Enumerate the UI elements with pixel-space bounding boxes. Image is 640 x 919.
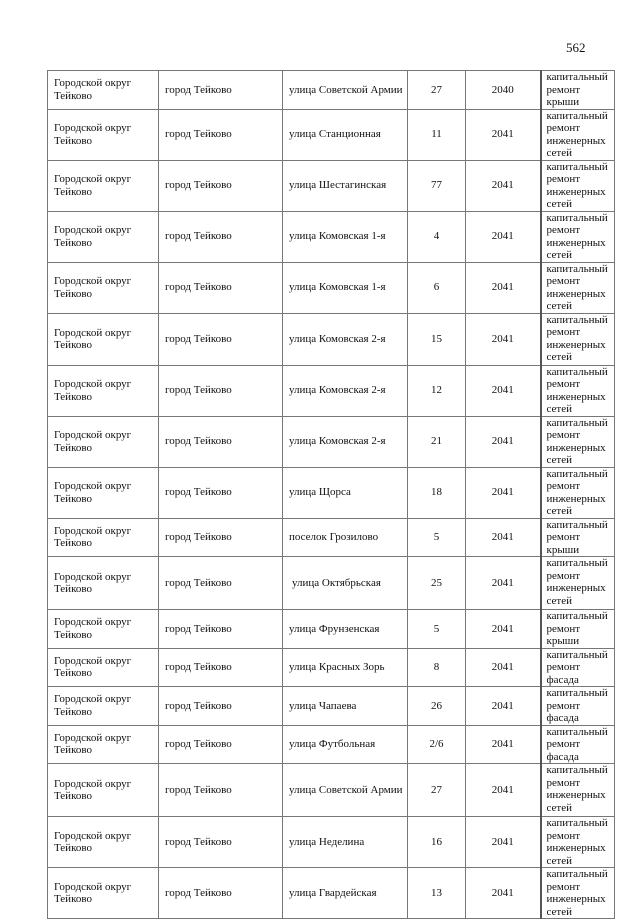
work-type-cell: капитальный ремонт крыши bbox=[541, 71, 615, 110]
year-cell: 2041 bbox=[466, 160, 541, 211]
year-cell: 2041 bbox=[466, 725, 541, 764]
street-cell: улица Комовская 2-я bbox=[283, 416, 408, 467]
street-cell: улица Комовская 2-я bbox=[283, 313, 408, 365]
work-type-cell: капитальный ремонт фасада bbox=[541, 687, 615, 726]
table-row bbox=[48, 416, 615, 467]
house-number-cell: 27 bbox=[408, 71, 466, 110]
city-cell: город Тейково bbox=[159, 467, 283, 518]
year-cell: 2041 bbox=[466, 764, 541, 817]
district-cell: Городской округ Тейково bbox=[48, 868, 159, 919]
table-row bbox=[48, 817, 615, 868]
district-cell: Городской округ Тейково bbox=[48, 725, 159, 764]
table-row bbox=[48, 764, 615, 817]
year-cell: 2041 bbox=[466, 557, 541, 610]
city-cell: город Тейково bbox=[159, 648, 283, 687]
house-number-cell: 27 bbox=[408, 764, 466, 817]
city-cell: город Тейково bbox=[159, 365, 283, 416]
street-cell: улица Гвардейская bbox=[283, 868, 408, 919]
street-cell: улица Советской Армии bbox=[283, 764, 408, 817]
city-cell: город Тейково bbox=[159, 518, 283, 557]
city-cell: город Тейково bbox=[159, 687, 283, 726]
house-number-cell: 5 bbox=[408, 518, 466, 557]
work-type-cell: капитальный ремонт инженерных сетей bbox=[541, 365, 615, 416]
work-type-cell: капитальный ремонт инженерных сетей bbox=[541, 160, 615, 211]
city-cell: город Тейково bbox=[159, 416, 283, 467]
year-cell: 2041 bbox=[466, 518, 541, 557]
table-row bbox=[48, 365, 615, 416]
work-type-cell: капитальный ремонт инженерных сетей bbox=[541, 817, 615, 868]
table-row bbox=[48, 687, 615, 726]
house-number-cell: 13 bbox=[408, 868, 466, 919]
year-cell: 2041 bbox=[466, 109, 541, 160]
house-number-cell: 26 bbox=[408, 687, 466, 726]
year-cell: 2041 bbox=[466, 467, 541, 518]
work-type-cell: капитальный ремонт фасада bbox=[541, 648, 615, 687]
house-number-cell: 21 bbox=[408, 416, 466, 467]
table-row bbox=[48, 518, 615, 557]
city-cell: город Тейково bbox=[159, 868, 283, 919]
city-cell: город Тейково bbox=[159, 817, 283, 868]
district-cell: Городской округ Тейково bbox=[48, 610, 159, 649]
table-row bbox=[48, 467, 615, 518]
district-cell: Городской округ Тейково bbox=[48, 518, 159, 557]
page-number: 562 bbox=[566, 40, 586, 55]
district-cell: Городской округ Тейково bbox=[48, 71, 159, 110]
year-cell: 2041 bbox=[466, 817, 541, 868]
street-cell: поселок Грозилово bbox=[283, 518, 408, 557]
table-row bbox=[48, 648, 615, 687]
year-cell: 2041 bbox=[466, 416, 541, 467]
city-cell: город Тейково bbox=[159, 725, 283, 764]
work-type-cell: капитальный ремонт инженерных сетей bbox=[541, 764, 615, 817]
district-cell: Городской округ Тейково bbox=[48, 687, 159, 726]
city-cell: город Тейково bbox=[159, 262, 283, 313]
district-cell: Городской округ Тейково bbox=[48, 764, 159, 817]
house-number-cell: 11 bbox=[408, 109, 466, 160]
work-type-cell: капитальный ремонт крыши bbox=[541, 518, 615, 557]
district-cell: Городской округ Тейково bbox=[48, 817, 159, 868]
city-cell: город Тейково bbox=[159, 71, 283, 110]
district-cell: Городской округ Тейково bbox=[48, 160, 159, 211]
table-row bbox=[48, 262, 615, 313]
year-cell: 2041 bbox=[466, 365, 541, 416]
city-cell: город Тейково bbox=[159, 211, 283, 262]
work-type-cell: капитальный ремонт инженерных сетей bbox=[541, 211, 615, 262]
district-cell: Городской округ Тейково bbox=[48, 557, 159, 610]
street-cell: улица Советской Армии bbox=[283, 71, 408, 110]
street-cell: улица Фрунзенская bbox=[283, 610, 408, 649]
year-cell: 2040 bbox=[466, 71, 541, 110]
table-row bbox=[48, 313, 615, 365]
house-number-cell: 77 bbox=[408, 160, 466, 211]
table-row bbox=[48, 211, 615, 262]
district-cell: Городской округ Тейково bbox=[48, 313, 159, 365]
year-cell: 2041 bbox=[466, 648, 541, 687]
work-type-cell: капитальный ремонт инженерных сетей bbox=[541, 109, 615, 160]
table-row bbox=[48, 557, 615, 610]
house-number-cell: 12 bbox=[408, 365, 466, 416]
work-type-cell: капитальный ремонт инженерных сетей bbox=[541, 416, 615, 467]
city-cell: город Тейково bbox=[159, 160, 283, 211]
house-number-cell: 8 bbox=[408, 648, 466, 687]
year-cell: 2041 bbox=[466, 610, 541, 649]
city-cell: город Тейково bbox=[159, 109, 283, 160]
work-type-cell: капитальный ремонт инженерных сетей bbox=[541, 262, 615, 313]
table-row bbox=[48, 610, 615, 649]
street-cell: улица Станционная bbox=[283, 109, 408, 160]
work-type-cell: капитальный ремонт фасада bbox=[541, 725, 615, 764]
table-row bbox=[48, 868, 615, 919]
work-type-cell: капитальный ремонт крыши bbox=[541, 610, 615, 649]
table-row bbox=[48, 725, 615, 764]
city-cell: город Тейково bbox=[159, 313, 283, 365]
street-cell: улица Чапаева bbox=[283, 687, 408, 726]
district-cell: Городской округ Тейково bbox=[48, 648, 159, 687]
work-type-cell: капитальный ремонт инженерных сетей bbox=[541, 868, 615, 919]
work-type-cell: капитальный ремонт инженерных сетей bbox=[541, 313, 615, 365]
district-cell: Городской округ Тейково bbox=[48, 365, 159, 416]
street-cell: улица Комовская 2-я bbox=[283, 365, 408, 416]
year-cell: 2041 bbox=[466, 211, 541, 262]
street-cell: улица Шестагинская bbox=[283, 160, 408, 211]
district-cell: Городской округ Тейково bbox=[48, 416, 159, 467]
street-cell: улица Октябрьская bbox=[283, 557, 408, 610]
city-cell: город Тейково bbox=[159, 764, 283, 817]
city-cell: город Тейково bbox=[159, 610, 283, 649]
house-number-cell: 2/6 bbox=[408, 725, 466, 764]
repair-schedule-table bbox=[47, 70, 615, 919]
street-cell: улица Красных Зорь bbox=[283, 648, 408, 687]
district-cell: Городской округ Тейково bbox=[48, 262, 159, 313]
street-cell: улица Футбольная bbox=[283, 725, 408, 764]
table-row bbox=[48, 71, 615, 110]
district-cell: Городской округ Тейково bbox=[48, 109, 159, 160]
table-row bbox=[48, 109, 615, 160]
district-cell: Городской округ Тейково bbox=[48, 467, 159, 518]
street-cell: улица Неделина bbox=[283, 817, 408, 868]
city-cell: город Тейково bbox=[159, 557, 283, 610]
street-cell: улица Щорса bbox=[283, 467, 408, 518]
year-cell: 2041 bbox=[466, 262, 541, 313]
district-cell: Городской округ Тейково bbox=[48, 211, 159, 262]
house-number-cell: 25 bbox=[408, 557, 466, 610]
house-number-cell: 15 bbox=[408, 313, 466, 365]
year-cell: 2041 bbox=[466, 687, 541, 726]
house-number-cell: 18 bbox=[408, 467, 466, 518]
street-cell: улица Комовская 1-я bbox=[283, 211, 408, 262]
house-number-cell: 5 bbox=[408, 610, 466, 649]
year-cell: 2041 bbox=[466, 313, 541, 365]
table-row bbox=[48, 160, 615, 211]
house-number-cell: 6 bbox=[408, 262, 466, 313]
street-cell: улица Комовская 1-я bbox=[283, 262, 408, 313]
year-cell: 2041 bbox=[466, 868, 541, 919]
work-type-cell: капитальный ремонт инженерных сетей bbox=[541, 557, 615, 610]
work-type-cell: капитальный ремонт инженерных сетей bbox=[541, 467, 615, 518]
house-number-cell: 4 bbox=[408, 211, 466, 262]
house-number-cell: 16 bbox=[408, 817, 466, 868]
